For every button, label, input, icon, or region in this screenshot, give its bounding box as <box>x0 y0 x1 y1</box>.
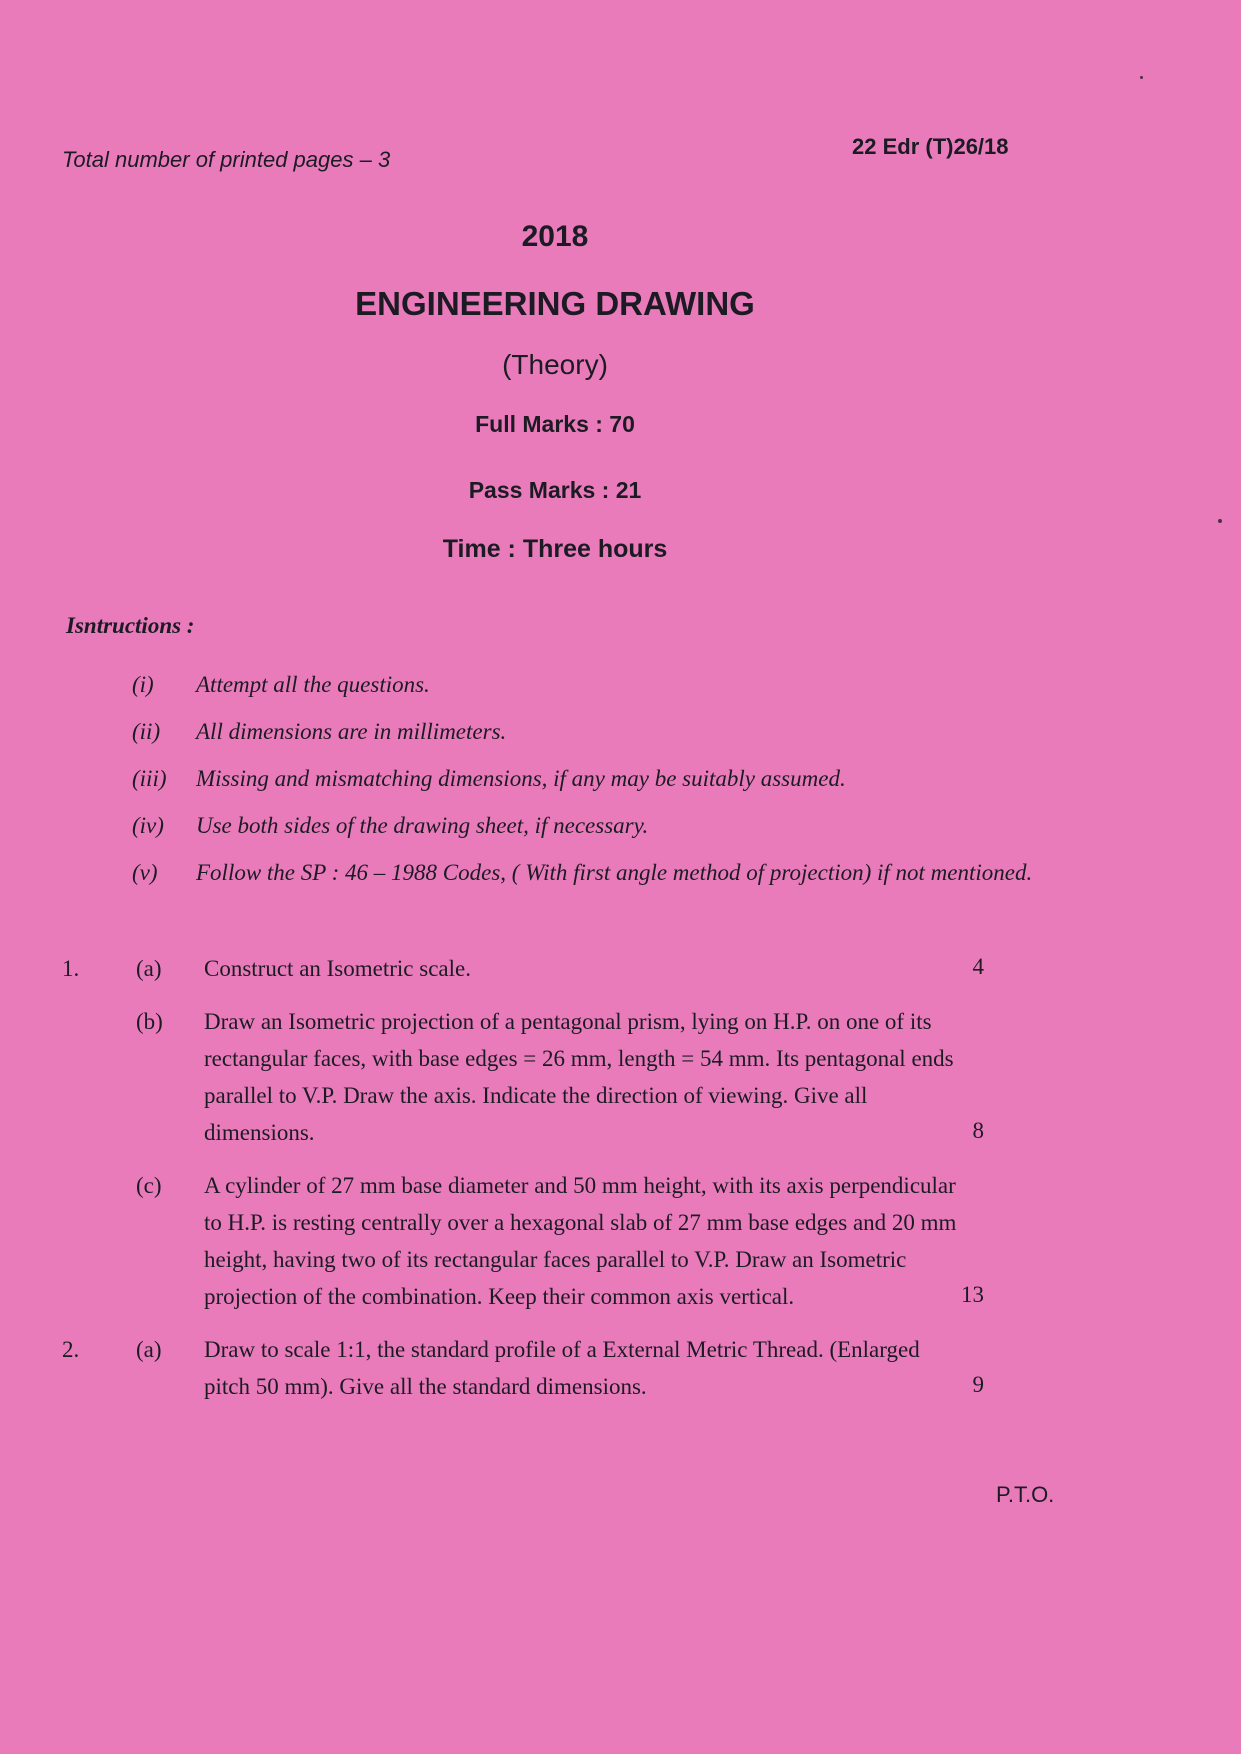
question-number: 2. <box>62 1337 80 1362</box>
please-turn-over: P.T.O. <box>996 1482 1055 1507</box>
scan-speck <box>1218 519 1222 523</box>
instructions-list <box>132 668 1062 903</box>
question-part <box>62 1003 1062 1151</box>
instruction-item <box>132 856 1062 890</box>
instruction-text: Use both sides of the drawing sheet, if necessary. <box>196 813 649 838</box>
instruction-item <box>132 715 1062 749</box>
part-text: Draw an Isometric projection of a pentagonal prism, lying on H.P. on one of its rectangular faces, with base edges = 26 mm, length = 54 mm. Its pentagonal ends parallel to V.P. Draw the axis. Indicate the direction of viewing. Give all dimensions. <box>204 1009 954 1145</box>
pass-marks: Pass Marks : 21 <box>468 477 642 503</box>
questions-section <box>62 950 1062 1421</box>
part-text: Draw to scale 1:1, the standard profile of a External Metric Thread. (Enlarged pitch 50 mm). Give all the standard dimensions. <box>204 1337 920 1399</box>
full-marks: Full Marks : 70 <box>475 411 635 437</box>
instruction-number: (ii) <box>132 719 161 744</box>
question-2 <box>62 1331 1062 1405</box>
question-number: 1. <box>62 956 80 981</box>
paper-kind: (Theory) <box>502 349 608 380</box>
part-marks: 8 <box>972 1118 984 1143</box>
part-label: (b) <box>136 1009 163 1034</box>
instruction-number: (i) <box>132 672 154 697</box>
instruction-number: (v) <box>132 860 158 885</box>
scan-speck <box>1140 76 1143 79</box>
part-marks: 4 <box>972 954 984 979</box>
part-label: (a) <box>136 956 162 981</box>
exam-time: Time : Three hours <box>442 535 668 563</box>
part-marks: 13 <box>961 1282 984 1307</box>
instruction-item <box>132 762 1062 796</box>
instructions-heading: Isntructions : <box>66 613 195 638</box>
question-part <box>62 1331 1062 1405</box>
subject-title: ENGINEERING DRAWING <box>355 285 755 322</box>
question-part <box>62 1167 1062 1315</box>
instruction-number: (iii) <box>132 766 167 791</box>
part-label: (a) <box>136 1337 162 1362</box>
part-text: Construct an Isometric scale. <box>204 956 471 981</box>
instruction-number: (iv) <box>132 813 164 838</box>
exam-year: 2018 <box>521 220 589 253</box>
printed-pages-note: Total number of printed pages – 3 <box>62 147 391 172</box>
instruction-text: Attempt all the questions. <box>196 672 430 697</box>
part-label: (c) <box>136 1173 162 1198</box>
question-1 <box>62 950 1062 1315</box>
instruction-item <box>132 809 1062 843</box>
instruction-text: All dimensions are in millimeters. <box>196 719 507 744</box>
part-text: A cylinder of 27 mm base diameter and 50 mm height, with its axis perpendicular to H.P. is resting centrally over a hexagonal slab of 27 mm base edges and 20 mm height, having two of its rectangular faces parallel to V.P. Draw an Isometric projection of the combination. Keep their common axis vertical. <box>204 1173 957 1309</box>
instruction-text: Follow the SP : 46 – 1988 Codes, ( With first angle method of projection) if not mentioned. <box>196 860 1033 885</box>
paper-code: 22 Edr (T)26/18 <box>852 134 1009 159</box>
part-marks: 9 <box>972 1372 984 1397</box>
instruction-item <box>132 668 1062 702</box>
question-part <box>62 950 1062 987</box>
instruction-text: Missing and mismatching dimensions, if any may be suitably assumed. <box>196 766 846 791</box>
